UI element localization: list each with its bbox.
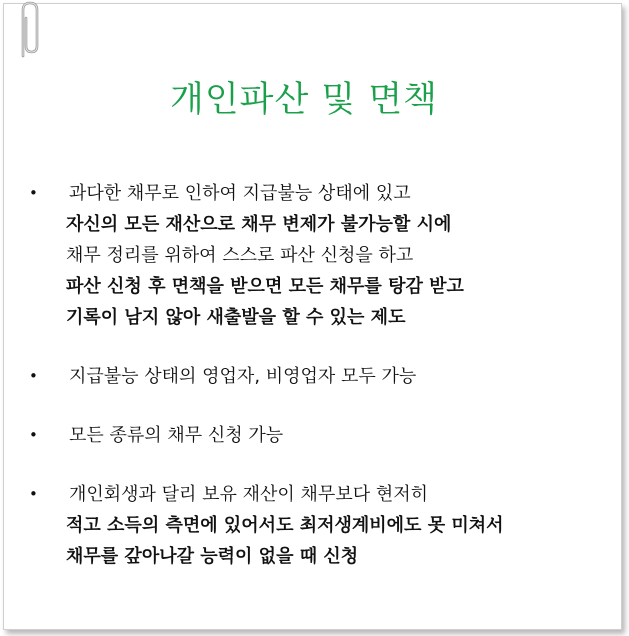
bullet-line: 자신의 모든 재산으로 채무 변제가 불가능할 시에: [66, 214, 452, 235]
bullet-line: 적고 소득의 측면에 있어서도 최저생계비에도 못 미쳐서: [66, 515, 504, 536]
bullet-list: [29, 178, 609, 600]
bullet-line: 채무 정리를 위하여 스스로 파산 신청을 하고: [66, 245, 414, 266]
bullet-line: 과다한 채무로 인하여 지급불능 상태에 있고: [69, 183, 411, 204]
bullet-line: 파산 신청 후 면책을 받으면 모든 채무를 탕감 받고: [66, 276, 464, 297]
bullet-dot: •: [29, 184, 38, 202]
bullet-item-comparison: [29, 479, 609, 572]
bullet-dot: •: [29, 485, 38, 503]
bullet-item-eligibility: [29, 361, 609, 392]
document-title: 개인파산 및 면책: [170, 80, 438, 120]
paper-clip-icon: [9, 0, 49, 60]
bullet-line: 개인회생과 달리 보유 재산이 채무보다 현저히: [69, 484, 428, 505]
bullet-line: 모든 종류의 채무 신청 가능: [69, 425, 284, 446]
bullet-line: 지급불능 상태의 영업자, 비영업자 모두 가능: [69, 366, 417, 387]
bullet-dot: •: [29, 367, 38, 385]
bullet-line: 기록이 남지 않아 새출발을 할 수 있는 제도: [66, 307, 406, 328]
document-card: [3, 3, 622, 630]
bullet-line: 채무를 갚아나갈 능력이 없을 때 신청: [66, 546, 359, 567]
bullet-dot: •: [29, 426, 38, 444]
bullet-item-definition: [29, 178, 609, 333]
bullet-item-debt-types: [29, 420, 609, 451]
